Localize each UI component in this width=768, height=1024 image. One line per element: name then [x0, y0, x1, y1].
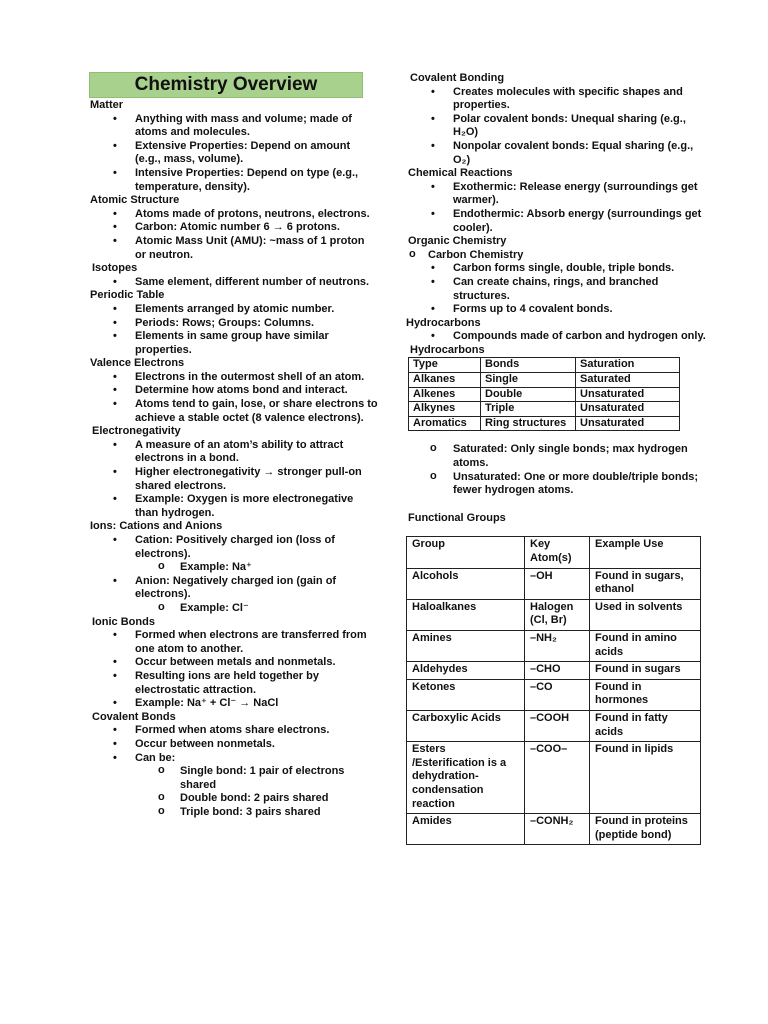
list-item: • Anything with mass and volume; made of atoms and molecules.	[88, 113, 378, 140]
left-column	[88, 72, 378, 819]
list-item: • Periods: Rows; Groups: Columns.	[88, 317, 378, 331]
table-row	[407, 599, 701, 630]
list-item: • Can create chains, rings, and branched structures.	[406, 276, 706, 303]
list-item: • Carbon forms single, double, triple bonds.	[406, 262, 706, 276]
table-header: Example Use	[590, 537, 701, 568]
table-row	[407, 630, 701, 661]
list-item: • Occur between nonmetals.	[88, 738, 378, 752]
isotopes-list	[88, 276, 378, 290]
list-item: • Atoms tend to gain, lose, or share electrons to achieve a stable octet (8 valence electrons).	[88, 398, 378, 425]
valence-electrons-list	[88, 371, 378, 425]
list-item: o Triple bond: 3 pairs shared	[88, 806, 378, 820]
table-cell: Esters /Esterification is a dehydration-condensation reaction	[407, 742, 525, 814]
table-cell: Found in hormones	[590, 679, 701, 710]
hydrocarbons-table-heading: Hydrocarbons	[410, 343, 485, 356]
list-item: • Can be:	[88, 752, 378, 766]
ions-list	[88, 534, 378, 561]
table-cell: Ketones	[407, 679, 525, 710]
valence-electrons-heading: Valence Electrons	[90, 357, 185, 370]
functional-groups-table	[406, 536, 701, 845]
list-item: • Determine how atoms bond and interact.	[88, 384, 378, 398]
covalent-bonds-list	[88, 724, 378, 765]
table-cell: Aldehydes	[407, 662, 525, 680]
list-item: • Electrons in the outermost shell of an atom.	[88, 371, 378, 385]
table-header: Type	[409, 358, 481, 373]
table-cell: Amides	[407, 814, 525, 845]
table-row	[407, 814, 701, 845]
list-item: • Same element, different number of neutrons.	[88, 276, 378, 290]
list-item: o Saturated: Only single bonds; max hydrogen atoms.	[406, 443, 706, 470]
table-row	[407, 568, 701, 599]
covalent-bonding-heading: Covalent Bonding	[410, 72, 505, 84]
list-item: • Exothermic: Release energy (surroundings get warmer).	[406, 181, 706, 208]
ionic-bonds-heading: Ionic Bonds	[92, 615, 155, 628]
table-cell: Alkenes	[409, 387, 481, 402]
table-cell: Double	[481, 387, 576, 402]
atomic-structure-list	[88, 208, 378, 262]
list-item: • Cation: Positively charged ion (loss of electrons).	[88, 534, 378, 561]
ionic-bonds-list	[88, 629, 378, 711]
ions-sublist	[88, 602, 378, 616]
list-item: • Forms up to 4 covalent bonds.	[406, 303, 706, 317]
table-row	[409, 373, 680, 388]
chemical-reactions-heading: Chemical Reactions	[408, 167, 513, 180]
table-cell: Single	[481, 373, 576, 388]
table-cell: Unsaturated	[576, 402, 680, 417]
table-row	[409, 402, 680, 417]
table-cell: Found in sugars, ethanol	[590, 568, 701, 599]
list-item: • Creates molecules with specific shapes and properties.	[406, 86, 706, 113]
list-item: • Formed when atoms share electrons.	[88, 724, 378, 738]
table-cell: Unsaturated	[576, 416, 680, 431]
table-row	[409, 387, 680, 402]
page-title: Chemistry Overview	[89, 72, 363, 98]
list-item: • Higher electronegativity → stronger pull-on shared electrons.	[88, 466, 378, 493]
table-header-row	[409, 358, 680, 373]
table-cell: Found in fatty acids	[590, 710, 701, 741]
list-item: • Occur between metals and nonmetals.	[88, 656, 378, 670]
list-item: • Anion: Negatively charged ion (gain of electrons).	[88, 575, 378, 602]
table-cell: –NH₂	[525, 630, 590, 661]
table-cell: Amines	[407, 630, 525, 661]
periodic-table-list	[88, 303, 378, 357]
list-item: • Formed when electrons are transferred from one atom to another.	[88, 629, 378, 656]
ions-sublist	[88, 561, 378, 575]
list-item: o Example: Cl⁻	[88, 602, 378, 616]
carbon-chemistry-subheading: o Carbon Chemistry	[406, 249, 706, 263]
organic-chemistry-list	[406, 262, 706, 316]
ions-heading: Ions: Cations and Anions	[90, 520, 223, 533]
list-item: • Example: Na⁺ + Cl⁻ → NaCl	[88, 697, 378, 711]
list-item: o Single bond: 1 pair of electrons shared	[88, 765, 378, 792]
table-row	[407, 742, 701, 814]
electronegativity-heading: Electronegativity	[92, 425, 181, 438]
list-item: • Polar covalent bonds: Unequal sharing (e.g., H₂O)	[406, 113, 706, 140]
list-item: • Endothermic: Absorb energy (surroundings get cooler).	[406, 208, 706, 235]
table-cell: Found in proteins (peptide bond)	[590, 814, 701, 845]
table-header: Key Atom(s)	[525, 537, 590, 568]
table-cell: –CHO	[525, 662, 590, 680]
table-cell: Found in sugars	[590, 662, 701, 680]
table-cell: Aromatics	[409, 416, 481, 431]
atomic-structure-heading: Atomic Structure	[90, 194, 180, 207]
list-item: • A measure of an atom’s ability to attract electrons in a bond.	[88, 439, 378, 466]
list-item: • Example: Oxygen is more electronegative than hydrogen.	[88, 493, 378, 520]
right-column	[406, 72, 706, 845]
list-item: • Resulting ions are held together by electrostatic attraction.	[88, 670, 378, 697]
saturation-notes	[406, 443, 706, 497]
table-cell: Carboxylic Acids	[407, 710, 525, 741]
table-cell: Unsaturated	[576, 387, 680, 402]
covalent-bonds-heading: Covalent Bonds	[92, 710, 176, 723]
table-cell: –CONH₂	[525, 814, 590, 845]
table-cell: Found in amino acids	[590, 630, 701, 661]
matter-heading: Matter	[90, 99, 124, 111]
organic-chemistry-heading: Organic Chemistry	[408, 235, 507, 248]
list-item: • Atomic Mass Unit (AMU): ~mass of 1 proton or neutron.	[88, 235, 378, 262]
table-cell: Saturated	[576, 373, 680, 388]
electronegativity-list	[88, 439, 378, 521]
table-header: Group	[407, 537, 525, 568]
table-cell: –OH	[525, 568, 590, 599]
list-item: • Atoms made of protons, neutrons, electrons.	[88, 208, 378, 222]
list-item: • Extensive Properties: Depend on amount (e.g., mass, volume).	[88, 140, 378, 167]
hydrocarbons-list	[406, 330, 706, 344]
table-cell: Alkanes	[409, 373, 481, 388]
list-item: o Unsaturated: One or more double/triple bonds; fewer hydrogen atoms.	[406, 471, 706, 498]
covalent-bonds-sublist	[88, 765, 378, 819]
list-item: • Elements in same group have similar properties.	[88, 330, 378, 357]
hydrocarbons-heading: Hydrocarbons	[406, 316, 481, 329]
table-header: Bonds	[481, 358, 576, 373]
functional-groups-heading: Functional Groups	[408, 511, 506, 524]
list-item: • Intensive Properties: Depend on type (e.g., temperature, density).	[88, 167, 378, 194]
list-item: • Compounds made of carbon and hydrogen only.	[406, 330, 706, 344]
table-cell: –COOH	[525, 710, 590, 741]
table-cell: Haloalkanes	[407, 599, 525, 630]
table-cell: –COO–	[525, 742, 590, 814]
table-cell: –CO	[525, 679, 590, 710]
list-item: • Nonpolar covalent bonds: Equal sharing (e.g., O₂)	[406, 140, 706, 167]
table-cell: Halogen (Cl, Br)	[525, 599, 590, 630]
isotopes-heading: Isotopes	[92, 262, 138, 275]
table-cell: Triple	[481, 402, 576, 417]
list-item: • Carbon: Atomic number 6 → 6 protons.	[88, 221, 378, 235]
list-item: o Double bond: 2 pairs shared	[88, 792, 378, 806]
table-cell: Alkynes	[409, 402, 481, 417]
table-row	[407, 679, 701, 710]
periodic-table-heading: Periodic Table	[90, 289, 165, 302]
table-header: Saturation	[576, 358, 680, 373]
table-header-row	[407, 537, 701, 568]
hydrocarbons-table	[408, 357, 680, 431]
ions-list	[88, 575, 378, 602]
table-cell: Used in solvents	[590, 599, 701, 630]
table-cell: Found in lipids	[590, 742, 701, 814]
table-row	[409, 416, 680, 431]
list-item: o Example: Na⁺	[88, 561, 378, 575]
chemical-reactions-list	[406, 181, 706, 235]
matter-list	[88, 113, 378, 195]
table-row	[407, 710, 701, 741]
table-cell: Alcohols	[407, 568, 525, 599]
table-row	[407, 662, 701, 680]
table-cell: Ring structures	[481, 416, 576, 431]
covalent-bonding-list	[406, 86, 706, 168]
list-item: • Elements arranged by atomic number.	[88, 303, 378, 317]
